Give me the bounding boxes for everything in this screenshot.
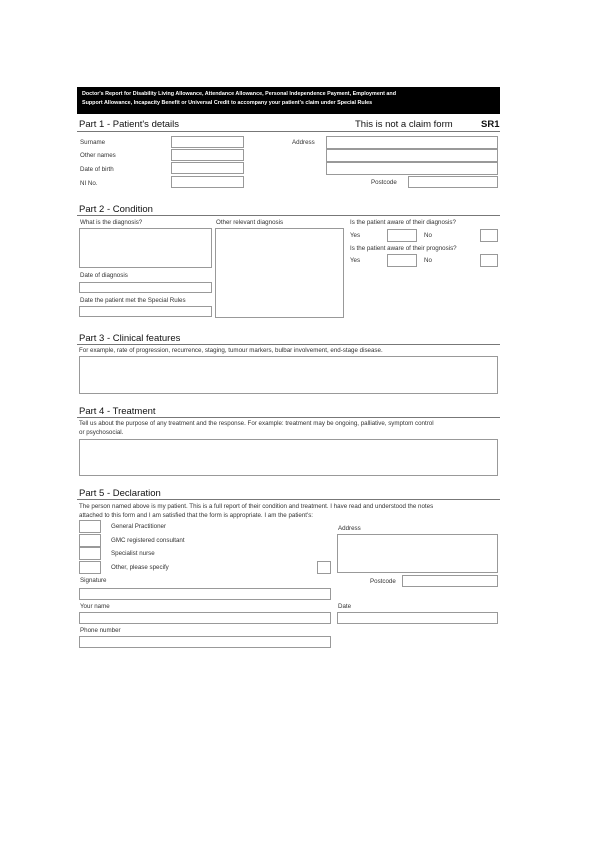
form-code: SR1 [481,119,500,130]
address-label: Address [292,139,315,146]
aware-diagnosis-no-label: No [424,232,432,239]
part4-title: Part 4 - Treatment [79,406,156,417]
part2-divider [77,215,500,216]
address-field-3[interactable] [326,162,498,175]
postcode-label: Postcode [371,179,397,186]
form-header-banner [77,87,500,114]
aware-prognosis-yes-label: Yes [350,257,361,264]
other-diagnosis-field[interactable] [215,228,344,318]
dob-field[interactable] [171,162,244,174]
part1-title: Part 1 - Patient's details [79,119,180,130]
part1-divider [77,131,500,132]
other-label: Other, please specify [111,564,169,571]
banner-line-1: Doctor's Report for Disability Living Allowance, Attendance Allowance, Personal Independence Payment, Employment and [82,91,397,97]
signature-label: Signature [80,577,107,584]
other-names-label: Other names [80,152,116,159]
gp-label: General Practitioner [111,523,167,530]
part5-divider [77,499,500,500]
date-diagnosis-label: Date of diagnosis [80,272,128,279]
aware-prognosis-no-box[interactable] [480,254,498,267]
date-diagnosis-field[interactable] [79,282,212,293]
surname-field[interactable] [171,136,244,148]
date-field[interactable] [337,612,498,624]
other-names-field[interactable] [171,149,244,161]
nurse-checkbox[interactable] [79,547,101,560]
treatment-field[interactable] [79,439,498,476]
diagnosis-label: What is the diagnosis? [80,219,143,226]
phone-field[interactable] [79,636,331,648]
doctor-address-field[interactable] [337,534,498,573]
address-field-2[interactable] [326,149,498,162]
aware-diagnosis-yes-box[interactable] [387,229,417,242]
address-field-1[interactable] [326,136,498,149]
date-label: Date [338,603,352,610]
surname-label: Surname [80,139,106,146]
date-special-rules-label: Date the patient met the Special Rules [80,297,186,304]
clinical-features-field[interactable] [79,356,498,394]
part2-title: Part 2 - Condition [79,204,153,215]
doctor-postcode-label: Postcode [370,578,396,585]
your-name-label: Your name [80,603,110,610]
gmc-checkbox[interactable] [79,534,101,547]
diagnosis-field[interactable] [79,228,212,268]
postcode-field[interactable] [408,176,498,188]
aware-prognosis-label: Is the patient aware of their prognosis? [350,245,457,252]
doctor-address-label: Address [338,525,361,532]
phone-label: Phone number [80,627,121,634]
not-claim-form-notice: This is not a claim form [355,119,453,130]
part4-description-1: Tell us about the purpose of any treatment and the response. For example: treatment may be ongoing, palliative, symptom control [79,420,434,427]
part5-title: Part 5 - Declaration [79,488,161,499]
doctor-postcode-field[interactable] [402,575,498,587]
your-name-field[interactable] [79,612,331,624]
ni-field[interactable] [171,176,244,188]
aware-diagnosis-no-box[interactable] [480,229,498,242]
part3-title: Part 3 - Clinical features [79,333,181,344]
signature-field[interactable] [79,588,331,600]
other-specify-field[interactable] [317,561,331,574]
gp-checkbox[interactable] [79,520,101,533]
part3-divider [77,344,500,345]
part4-divider [77,417,500,418]
banner-line-2: Support Allowance, Incapacity Benefit or Universal Credit to accompany your patient's claim under Special Rules [82,100,373,106]
part3-description: For example, rate of progression, recurrence, staging, tumour markers, bulbar involvement, end-stage disease. [79,347,383,354]
aware-prognosis-no-label: No [424,257,432,264]
other-checkbox[interactable] [79,561,101,574]
part4-description-2: or psychosocial. [79,429,124,436]
date-special-rules-field[interactable] [79,306,212,317]
aware-diagnosis-label: Is the patient aware of their diagnosis? [350,219,456,226]
ni-label: NI No. [80,180,98,187]
nurse-label: Specialist nurse [111,550,155,557]
gmc-label: GMC registered consultant [111,537,185,544]
aware-diagnosis-yes-label: Yes [350,232,361,239]
part5-description-2: attached to this form and I am satisfied that the form is appropriate. I am the patient's: [79,512,314,519]
part5-description-1: The person named above is my patient. This is a full report of their condition and treatment. I have read and understood the notes [79,503,434,510]
aware-prognosis-yes-box[interactable] [387,254,417,267]
dob-label: Date of birth [80,166,114,173]
other-diagnosis-label: Other relevant diagnosis [216,219,284,226]
